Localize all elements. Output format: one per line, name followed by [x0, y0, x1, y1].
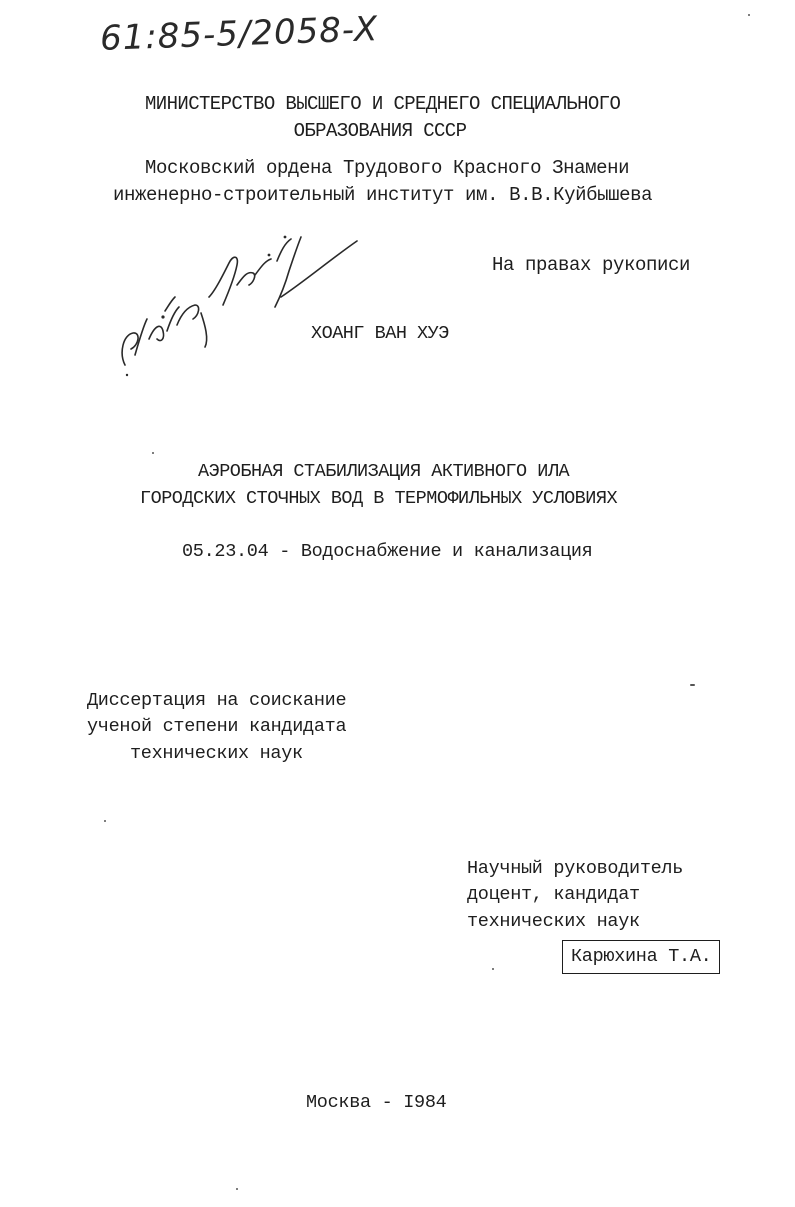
- archive-code: 61:85-5/2058-X: [99, 9, 379, 59]
- scan-speck: [748, 14, 750, 16]
- scan-speck: [690, 684, 695, 686]
- scan-speck: [492, 968, 494, 970]
- title-line-1: АЭРОБНАЯ СТАБИЛИЗАЦИЯ АКТИВНОГО ИЛА: [198, 461, 570, 482]
- place-year: Москва - I984: [306, 1092, 447, 1113]
- supervisor-line-2: доцент, кандидат: [467, 884, 640, 905]
- ministry-line-2: ОБРАЗОВАНИЯ СССР: [293, 120, 467, 142]
- specialty-code: 05.23.04 - Водоснабжение и канализация: [182, 541, 593, 562]
- dissertation-line-3: технических наук: [130, 743, 303, 764]
- author-name: ХОАНГ ВАН ХУЭ: [311, 323, 449, 344]
- ministry-line-1: МИНИСТЕРСТВО ВЫСШЕГО И СРЕДНЕГО СПЕЦИАЛЬНОГО: [145, 93, 621, 115]
- scan-speck: [236, 1188, 238, 1190]
- supervisor-line-3: технических наук: [467, 911, 640, 932]
- dissertation-line-2: ученой степени кандидата: [87, 716, 347, 737]
- manuscript-rights-label: На правах рукописи: [492, 254, 691, 276]
- title-line-2: ГОРОДСКИХ СТОЧНЫХ ВОД В ТЕРМОФИЛЬНЫХ УСЛОВИЯХ: [140, 488, 618, 509]
- scan-speck: [152, 452, 154, 454]
- institute-line-2: инженерно-строительный институт им. В.В.Куйбышева: [113, 184, 653, 206]
- supervisor-name-box: Карюхина Т.А.: [562, 940, 720, 974]
- institute-line-1: Московский ордена Трудового Красного Знамени: [145, 157, 630, 179]
- dissertation-line-1: Диссертация на соискание: [87, 690, 347, 711]
- handwritten-signature: [105, 215, 365, 380]
- supervisor-line-1: Научный руководитель: [467, 858, 684, 879]
- scan-speck: [104, 820, 106, 822]
